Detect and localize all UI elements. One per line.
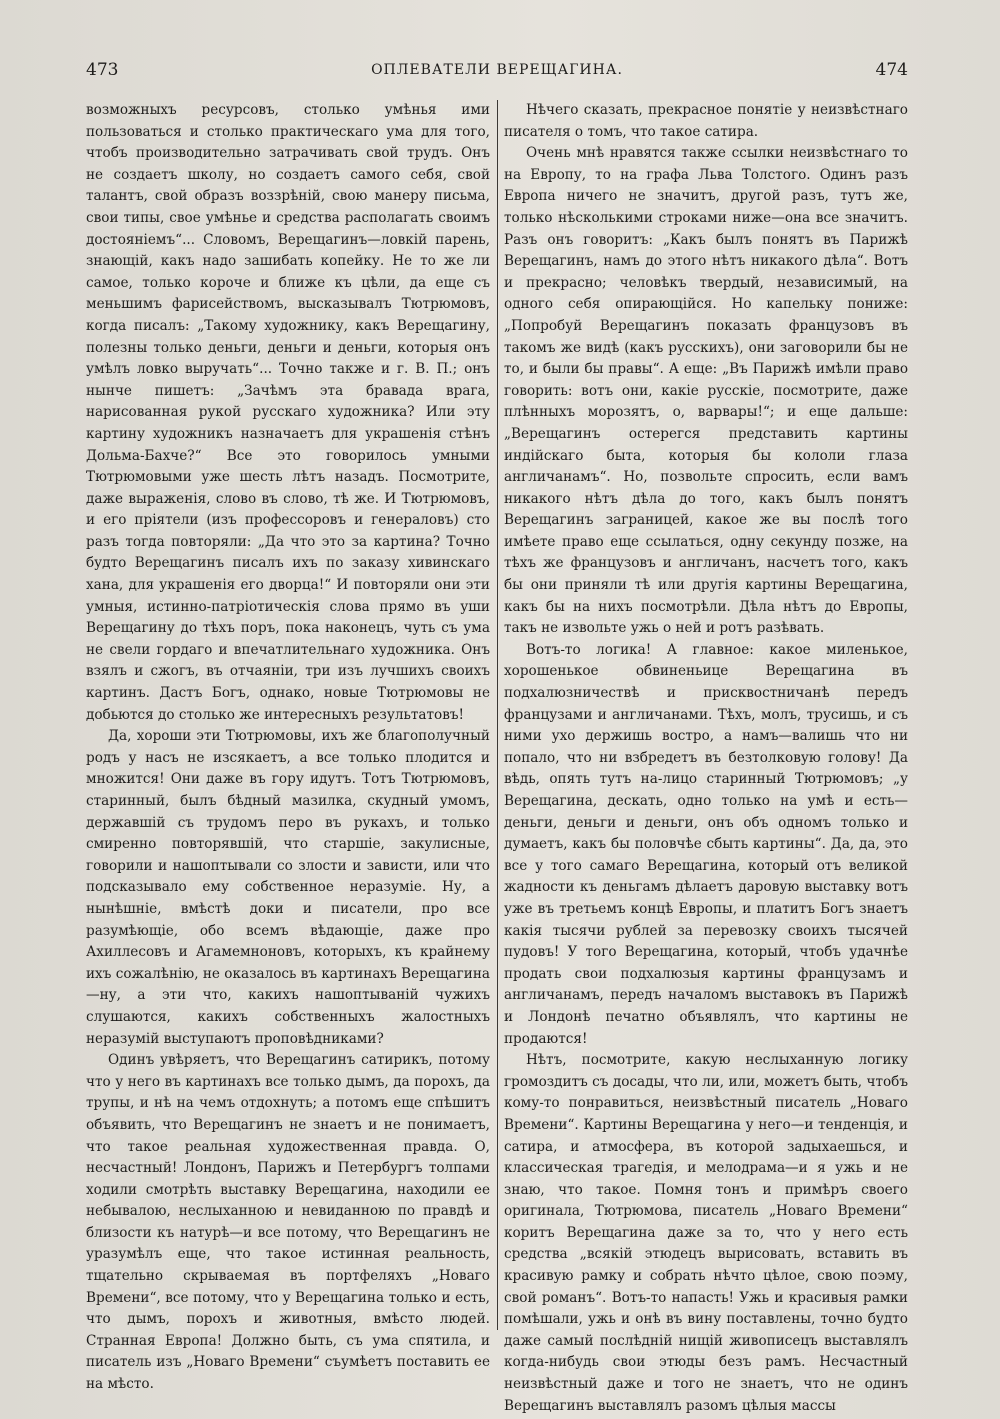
paragraph: Да, хороши эти Тютрюмовы, ихъ же благополучный родъ у насъ не изсякаетъ, а все только плодится и множится! Они даже въ гору идутъ. Тотъ Тютрюмовъ, старинный, былъ бѣдный мазилка, скудный умомъ, державшій съ трудомъ перо въ рукахъ, и только смиренно повторявшій, что старшіе, закулисные, говорили и нашоптывали со злости и зависти, или что подсказывало ему собственное неразуміе. Ну, а нынѣшніе, вмѣстѣ доки и писатели, про все разумѣющіе, обо всемъ вѣдающіе, даже про Ахиллесовъ и Агамемноновъ, которыхъ, къ крайнему ихъ сожалѣнію, не оказалось въ картинахъ Верещагина—ну, а эти что, какихъ нашоптываній чужихъ слушаются, какихъ собственныхъ жалостныхъ неразумій выступаютъ проповѣдниками? [86,728,490,1047]
left-column [86,100,490,1393]
page-header [86,60,908,86]
paragraph: Вотъ-то логика! А главное: какое миленькое, хорошенькое обвиненьице Верещагина въ подхалюзничествѣ и присквостничанѣ передъ французами и англичанами. Тѣхъ, молъ, трусишь, и съ ними ухо держишь востро, а намъ—валишь что ни попало, что ни взбредетъ въ безтолковую голову! Да вѣдь, опять тутъ на-лицо старинный Тютрюмовъ; „у Верещагина, дескать, одно только на умѣ и есть—деньги, деньги и деньги, онъ объ одномъ только и думаетъ, какъ бы половчѣе сбыть картины“. Да, да, это все у того самаго Верещагина, который отъ великой жадности къ деньгамъ дѣлаетъ даровую выставку вотъ уже въ третьемъ концѣ Европы, и платитъ Богъ знаетъ какія тысячи рублей за перевозку своихъ тысячей пудовъ! У того Верещагина, который, чтобъ удачнѣе продать свои подхалюзыя картины французамъ и англичанамъ, передъ началомъ выставокъ въ Парижѣ и Лондонѣ печатно объявлялъ, что картины не продаются! [504,641,908,1047]
paragraph: возможныхъ ресурсовъ, столько умѣнья ими пользоваться и столько практическаго ума для того, чтобъ производительно затрачивать свой трудъ. Онъ не создаетъ школу, но создаетъ самого себя, свой талантъ, свой образъ воззрѣній, свою манеру письма, свои типы, свое умѣнье и средства располагать своимъ достояніемъ“... Словомъ, Верещагинъ—ловкій парень, знающій, какъ надо зашибать копейку. Не то же ли самое, только короче и ближе къ цѣли, да еще съ меньшимъ фарисействомъ, высказывалъ Тютрюмовъ, когда писалъ: „Такому художнику, какъ Верещагину, полезны только деньги, деньги и деньги, которыя онъ умѣлъ ловко выручать“... Точно также и г. В. П.; онъ нынче пишетъ: „Зачѣмъ эта бравада врага, нарисованная рукой русскаго художника? Или эту картину художникъ назначаетъ для украшенія стѣнъ Дольма-Бахче?“ Все это говорилось умными Тютрюмовыми уже шесть лѣтъ назадъ. Посмотрите, даже выраженія, слово въ слово, тѣ же. И Тютрюмовъ, и его пріятели (изъ профессоровъ и генераловъ) сто разъ тогда повторяли: „Да что это за картина? Точно будто Верещагинъ писалъ ихъ по заказу хивинскаго хана, для украшенія его дворца!“ И повторяли они эти умныя, истинно-патріотическія слова прямо въ уши Верещагину до тѣхъ поръ, пока наконецъ, чуть съ ума не свели гордаго и впечатлительнаго художника. Онъ взялъ и сжогъ, въ отчаяніи, три изъ лучшихъ своихъ картинъ. Дастъ Богъ, однако, новые Тютрюмовы не добьются до столько же интересныхъ результатовъ! [86,102,490,723]
column-divider [497,100,498,1330]
paragraph: Нѣтъ, посмотрите, какую неслыханную логику громоздитъ съ досады, что ли, или, можетъ быть, чтобъ кому-то понравиться, неизвѣстный писатель „Новаго Времени“. Картины Верещагина у него—и тенденція, и сатира, и атмосфера, въ которой задыхаешься, и классическая трагедія, и мелодрама—и я ужь и не знаю, что такое. Помня тонъ и примѣръ своего оригинала, Тютрюмова, писатель „Новаго Времени“ коритъ Верещагина даже за то, что у него есть средства „всякій этюдецъ вырисовать, вставить въ красивую рамку и собрать нѣчто цѣлое, свою поэму, свой романъ“. Вотъ-то напасть! Ужь и красивыя рамки помѣшали, ужь и онѣ въ вину поставлены, точно будто даже самый послѣдній нищій живописецъ выставлялъ когда-нибудь свои этюды безъ рамъ. Несчастный неизвѣстный даже и того не знаетъ, что не одинъ Верещагинъ выставлялъ разомъ цѣлыя массы [504,1052,908,1414]
paragraph: Очень мнѣ нравятся также ссылки неизвѣстнаго то на Европу, то на графа Льва Толстого. Одинъ разъ Европа ничего не значитъ, другой разъ, тутъ же, только нѣсколькими строками ниже—она все значитъ. Разъ онъ говоритъ: „Какъ былъ понятъ въ Парижѣ Верещагинъ, намъ до этого нѣтъ никакого дѣла“. Вотъ и прекрасно; человѣкъ твердый, независимый, на одного себя опирающійся. Но капельку пониже: „Попробуй Верещагинъ показать французовъ въ такомъ же видѣ (какъ русскихъ), они заговорили бы не то, и были бы правы“. А еще: „Въ Парижѣ имѣли право говорить: вотъ они, какіе русскіе, посмотрите, даже плѣнныхъ морозятъ, о, варвары!“; и еще дальше: „Верещагинъ остерегся представить картины индійскаго быта, которыя бы кололи глаза англичанамъ“. Но, позвольте спросить, если вамъ никакого нѣтъ дѣла до того, какъ былъ понятъ Верещагинъ заграницей, какое же вы послѣ того имѣете право еще ссылаться, одну секунду позже, на тѣхъ же французовъ и англичанъ, насчетъ того, какъ бы они приняли тѣ или другія картины Верещагина, какъ бы на нихъ посмотрѣли. Дѣла нѣтъ до Европы, такъ не извольте ужь о ней и ротъ разѣвать. [504,145,908,637]
page-number-right: 474 [875,60,908,80]
paragraph: Одинъ увѣряетъ, что Верещагинъ сатирикъ, потому что у него въ картинахъ все только дымъ, да порохъ, да трупы, и нѣ на чемъ отдохнуть; а потомъ еще спѣшитъ объявить, что Верещагинъ не знаетъ и не понимаетъ, что такое реальная художественная правда. О, несчастный! Лондонъ, Парижъ и Петербургъ толпами ходили смотрѣть выставку Верещагина, находили ее небывалою, неслыханною и невиданною по правдѣ и близости къ натурѣ—и все потому, что Верещагинъ не уразумѣлъ еще, что такое истинная реальность, тщательно скрываемая въ портфеляхъ „Новаго Времени“, все потому, что у Верещагина только и есть, что дымъ, порохъ и животныя, вмѣсто людей. Странная Европа! Должно быть, съ ума спятила, и писатель изъ „Новаго Времени“ съумѣетъ поставить ее на мѣсто. [86,1052,490,1393]
running-title: ОПЛЕВАТЕЛИ ВЕРЕЩАГИНА. [371,62,623,78]
paragraph: Нѣчего сказать, прекрасное понятіе у неизвѣстнаго писателя о томъ, что такое сатира. [504,102,908,140]
right-column [504,100,908,1414]
page-number-left: 473 [86,60,119,80]
